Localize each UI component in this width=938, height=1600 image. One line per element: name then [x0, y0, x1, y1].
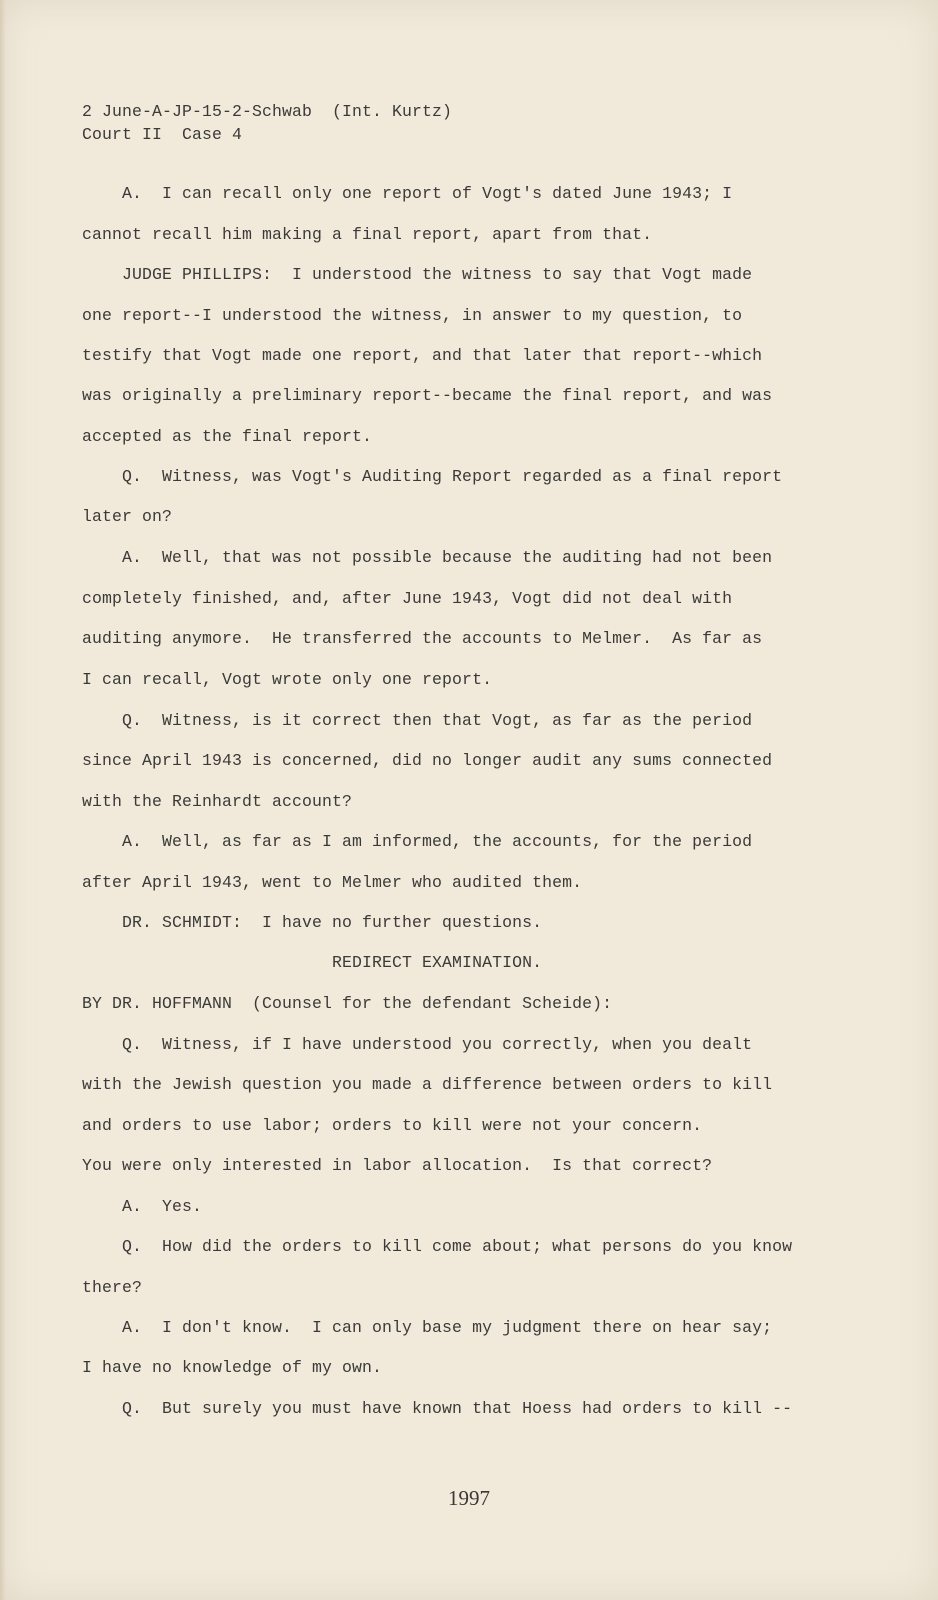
- text-line: one report--I understood the witness, in answer to my question, to: [82, 306, 743, 325]
- text-line: Q. Witness, was Vogt's Auditing Report regarded as a final report: [82, 467, 783, 486]
- text-line: You were only interested in labor allocation. Is that correct?: [82, 1156, 713, 1175]
- header-line-2: Court II Case 4: [82, 125, 243, 144]
- section-heading: REDIRECT EXAMINATION.: [82, 953, 543, 972]
- text-line: after April 1943, went to Melmer who audited them.: [82, 873, 583, 892]
- text-line: A. Yes.: [82, 1197, 203, 1216]
- text-line: and orders to use labor; orders to kill were not your concern.: [82, 1116, 703, 1135]
- text-line: A. Well, that was not possible because the auditing had not been: [82, 548, 773, 567]
- text-line: JUDGE PHILLIPS: I understood the witness to say that Vogt made: [82, 265, 753, 284]
- text-line: A. I can recall only one report of Vogt's dated June 1943; I: [82, 184, 733, 203]
- page-number: 1997: [448, 1486, 490, 1510]
- text-line: since April 1943 is concerned, did no longer audit any sums connected: [82, 751, 773, 770]
- text-line: I have no knowledge of my own.: [82, 1358, 383, 1377]
- text-line: DR. SCHMIDT: I have no further questions.: [82, 913, 543, 932]
- text-line: Q. Witness, is it correct then that Vogt, as far as the period: [82, 711, 753, 730]
- text-line: auditing anymore. He transferred the accounts to Melmer. As far as: [82, 629, 763, 648]
- text-line: A. I don't know. I can only base my judgment there on hear say;: [82, 1318, 773, 1337]
- text-line: cannot recall him making a final report, apart from that.: [82, 225, 653, 244]
- text-line: accepted as the final report.: [82, 427, 373, 446]
- text-line: BY DR. HOFFMANN (Counsel for the defendant Scheide):: [82, 994, 613, 1013]
- text-line: A. Well, as far as I am informed, the accounts, for the period: [82, 832, 753, 851]
- text-line: Q. But surely you must have known that Hoess had orders to kill --: [82, 1399, 793, 1418]
- text-line: later on?: [82, 507, 173, 526]
- text-line: testify that Vogt made one report, and that later that report--which: [82, 346, 763, 365]
- text-line: with the Reinhardt account?: [82, 792, 353, 811]
- text-line: there?: [82, 1278, 143, 1297]
- header-line-1: 2 June-A-JP-15-2-Schwab (Int. Kurtz): [82, 102, 453, 121]
- text-line: with the Jewish question you made a difference between orders to kill: [82, 1075, 773, 1094]
- text-line: I can recall, Vogt wrote only one report.: [82, 670, 493, 689]
- text-line: Q. Witness, if I have understood you correctly, when you dealt: [82, 1035, 753, 1054]
- text-line: completely finished, and, after June 1943, Vogt did not deal with: [82, 589, 733, 608]
- text-line: Q. How did the orders to kill come about; what persons do you know: [82, 1237, 793, 1256]
- text-line: was originally a preliminary report--became the final report, and was: [82, 386, 773, 405]
